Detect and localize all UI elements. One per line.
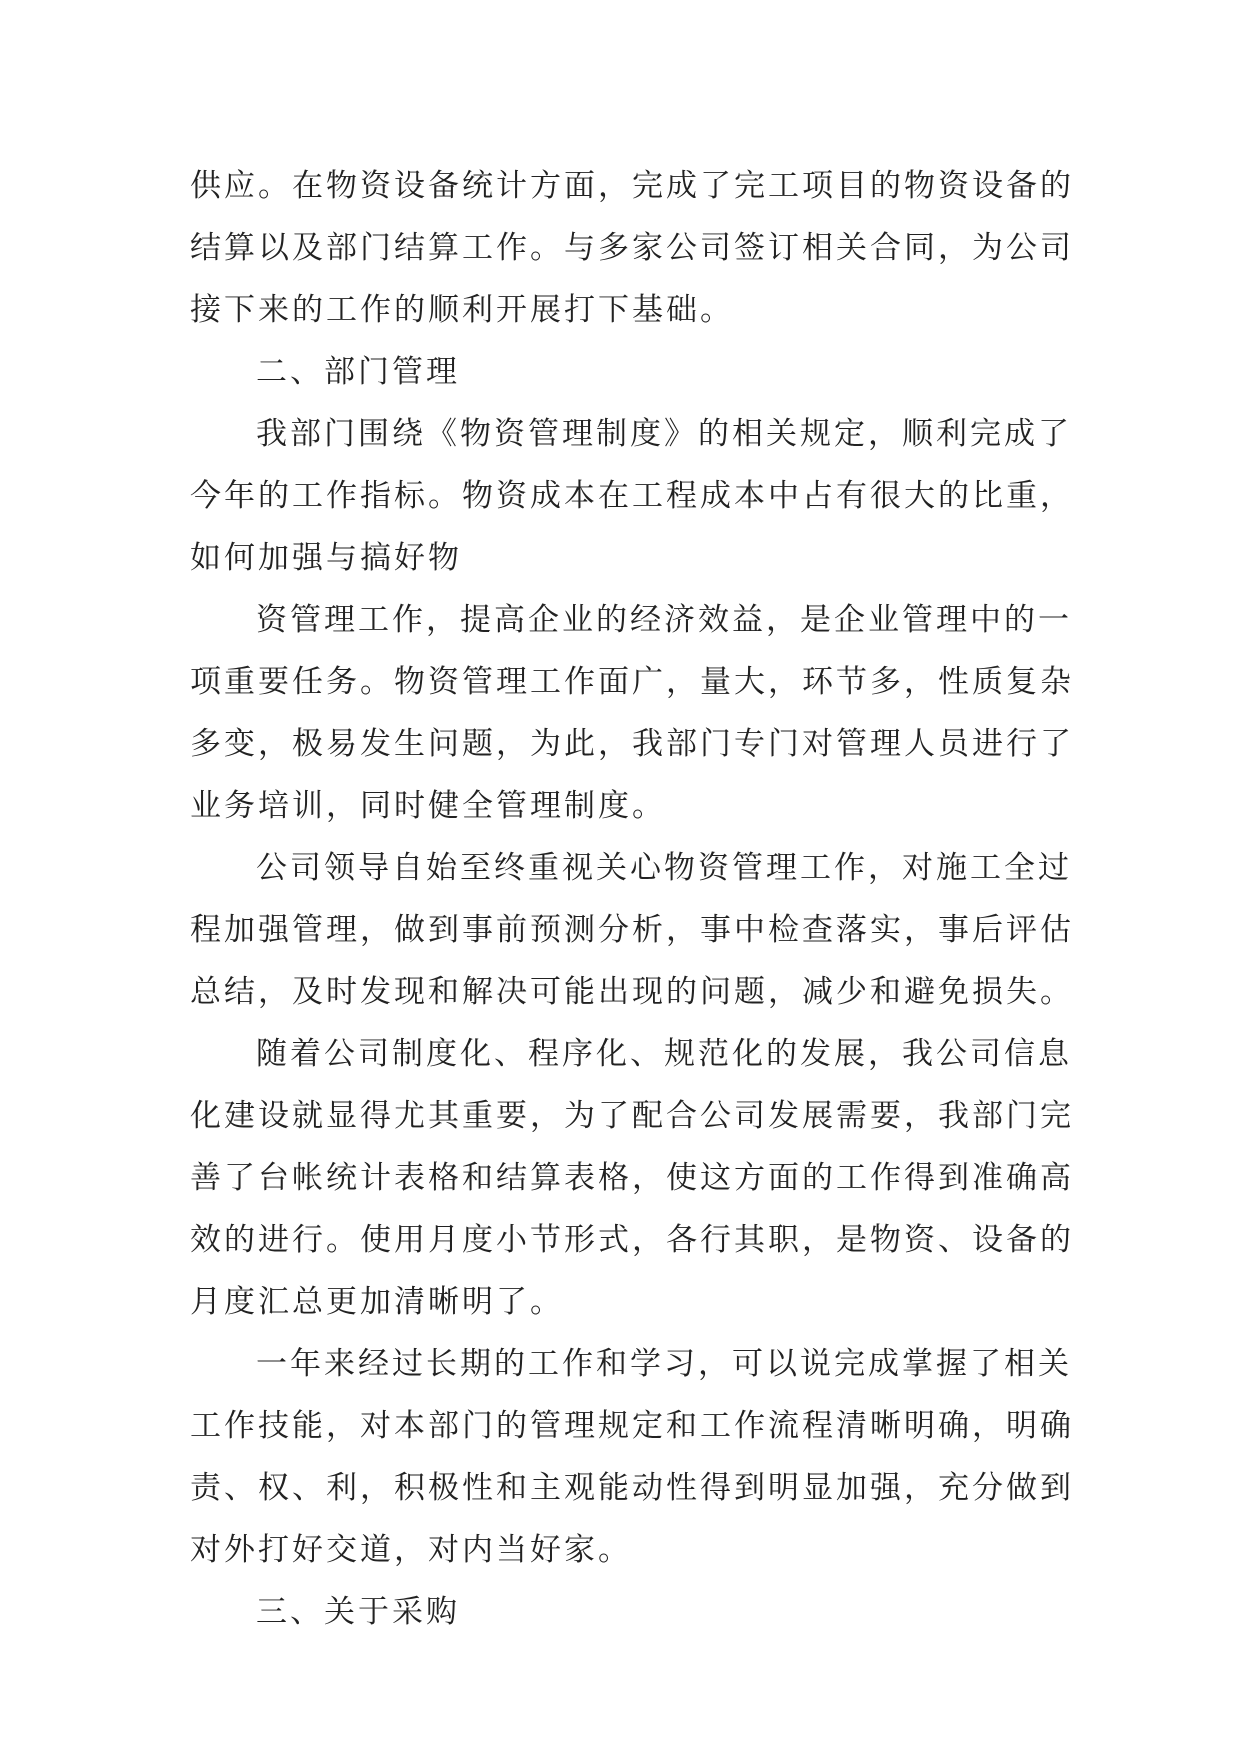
text-line: 月度汇总更加清晰明了。 [190, 1284, 564, 1320]
text-line: 今年的工作指标。物资成本在工程成本中占有很大的比重， [190, 478, 1074, 514]
text-line: 如何加强与搞好物 [190, 540, 462, 576]
section-heading: 二、部门管理 [256, 354, 460, 390]
text-line: 工作技能，对本部门的管理规定和工作流程清晰明确，明确 [190, 1408, 1074, 1444]
document-body [190, 155, 1074, 1643]
text-line: 项重要任务。物资管理工作面广，量大，环节多，性质复杂 [190, 664, 1074, 700]
text-line: 结算以及部门结算工作。与多家公司签订相关合同，为公司 [190, 230, 1074, 266]
text-line: 公司领导自始至终重视关心物资管理工作，对施工全过 [256, 850, 1072, 886]
text-line: 对外打好交道，对内当好家。 [190, 1532, 632, 1568]
text-line: 资管理工作，提高企业的经济效益，是企业管理中的一 [256, 602, 1072, 638]
text-line: 效的进行。使用月度小节形式，各行其职，是物资、设备的 [190, 1222, 1074, 1258]
text-line: 责、权、利，积极性和主观能动性得到明显加强，充分做到 [190, 1470, 1074, 1506]
text-line: 总结，及时发现和解决可能出现的问题，减少和避免损失。 [190, 974, 1074, 1010]
text-line: 善了台帐统计表格和结算表格，使这方面的工作得到准确高 [190, 1160, 1074, 1196]
text-line: 一年来经过长期的工作和学习，可以说完成掌握了相关 [256, 1346, 1072, 1382]
text-line: 供应。在物资设备统计方面，完成了完工项目的物资设备的 [190, 168, 1074, 204]
text-line: 我部门围绕《物资管理制度》的相关规定，顺利完成了 [256, 416, 1072, 452]
text-line: 业务培训，同时健全管理制度。 [190, 788, 666, 824]
text-line: 接下来的工作的顺利开展打下基础。 [190, 292, 734, 328]
text-line: 多变，极易发生问题，为此，我部门专门对管理人员进行了 [190, 726, 1074, 762]
text-line: 随着公司制度化、程序化、规范化的发展，我公司信息 [256, 1036, 1072, 1072]
text-line: 程加强管理，做到事前预测分析，事中检查落实，事后评估 [190, 912, 1074, 948]
text-line: 化建设就显得尤其重要，为了配合公司发展需要，我部门完 [190, 1098, 1074, 1134]
section-heading: 三、关于采购 [256, 1594, 460, 1630]
